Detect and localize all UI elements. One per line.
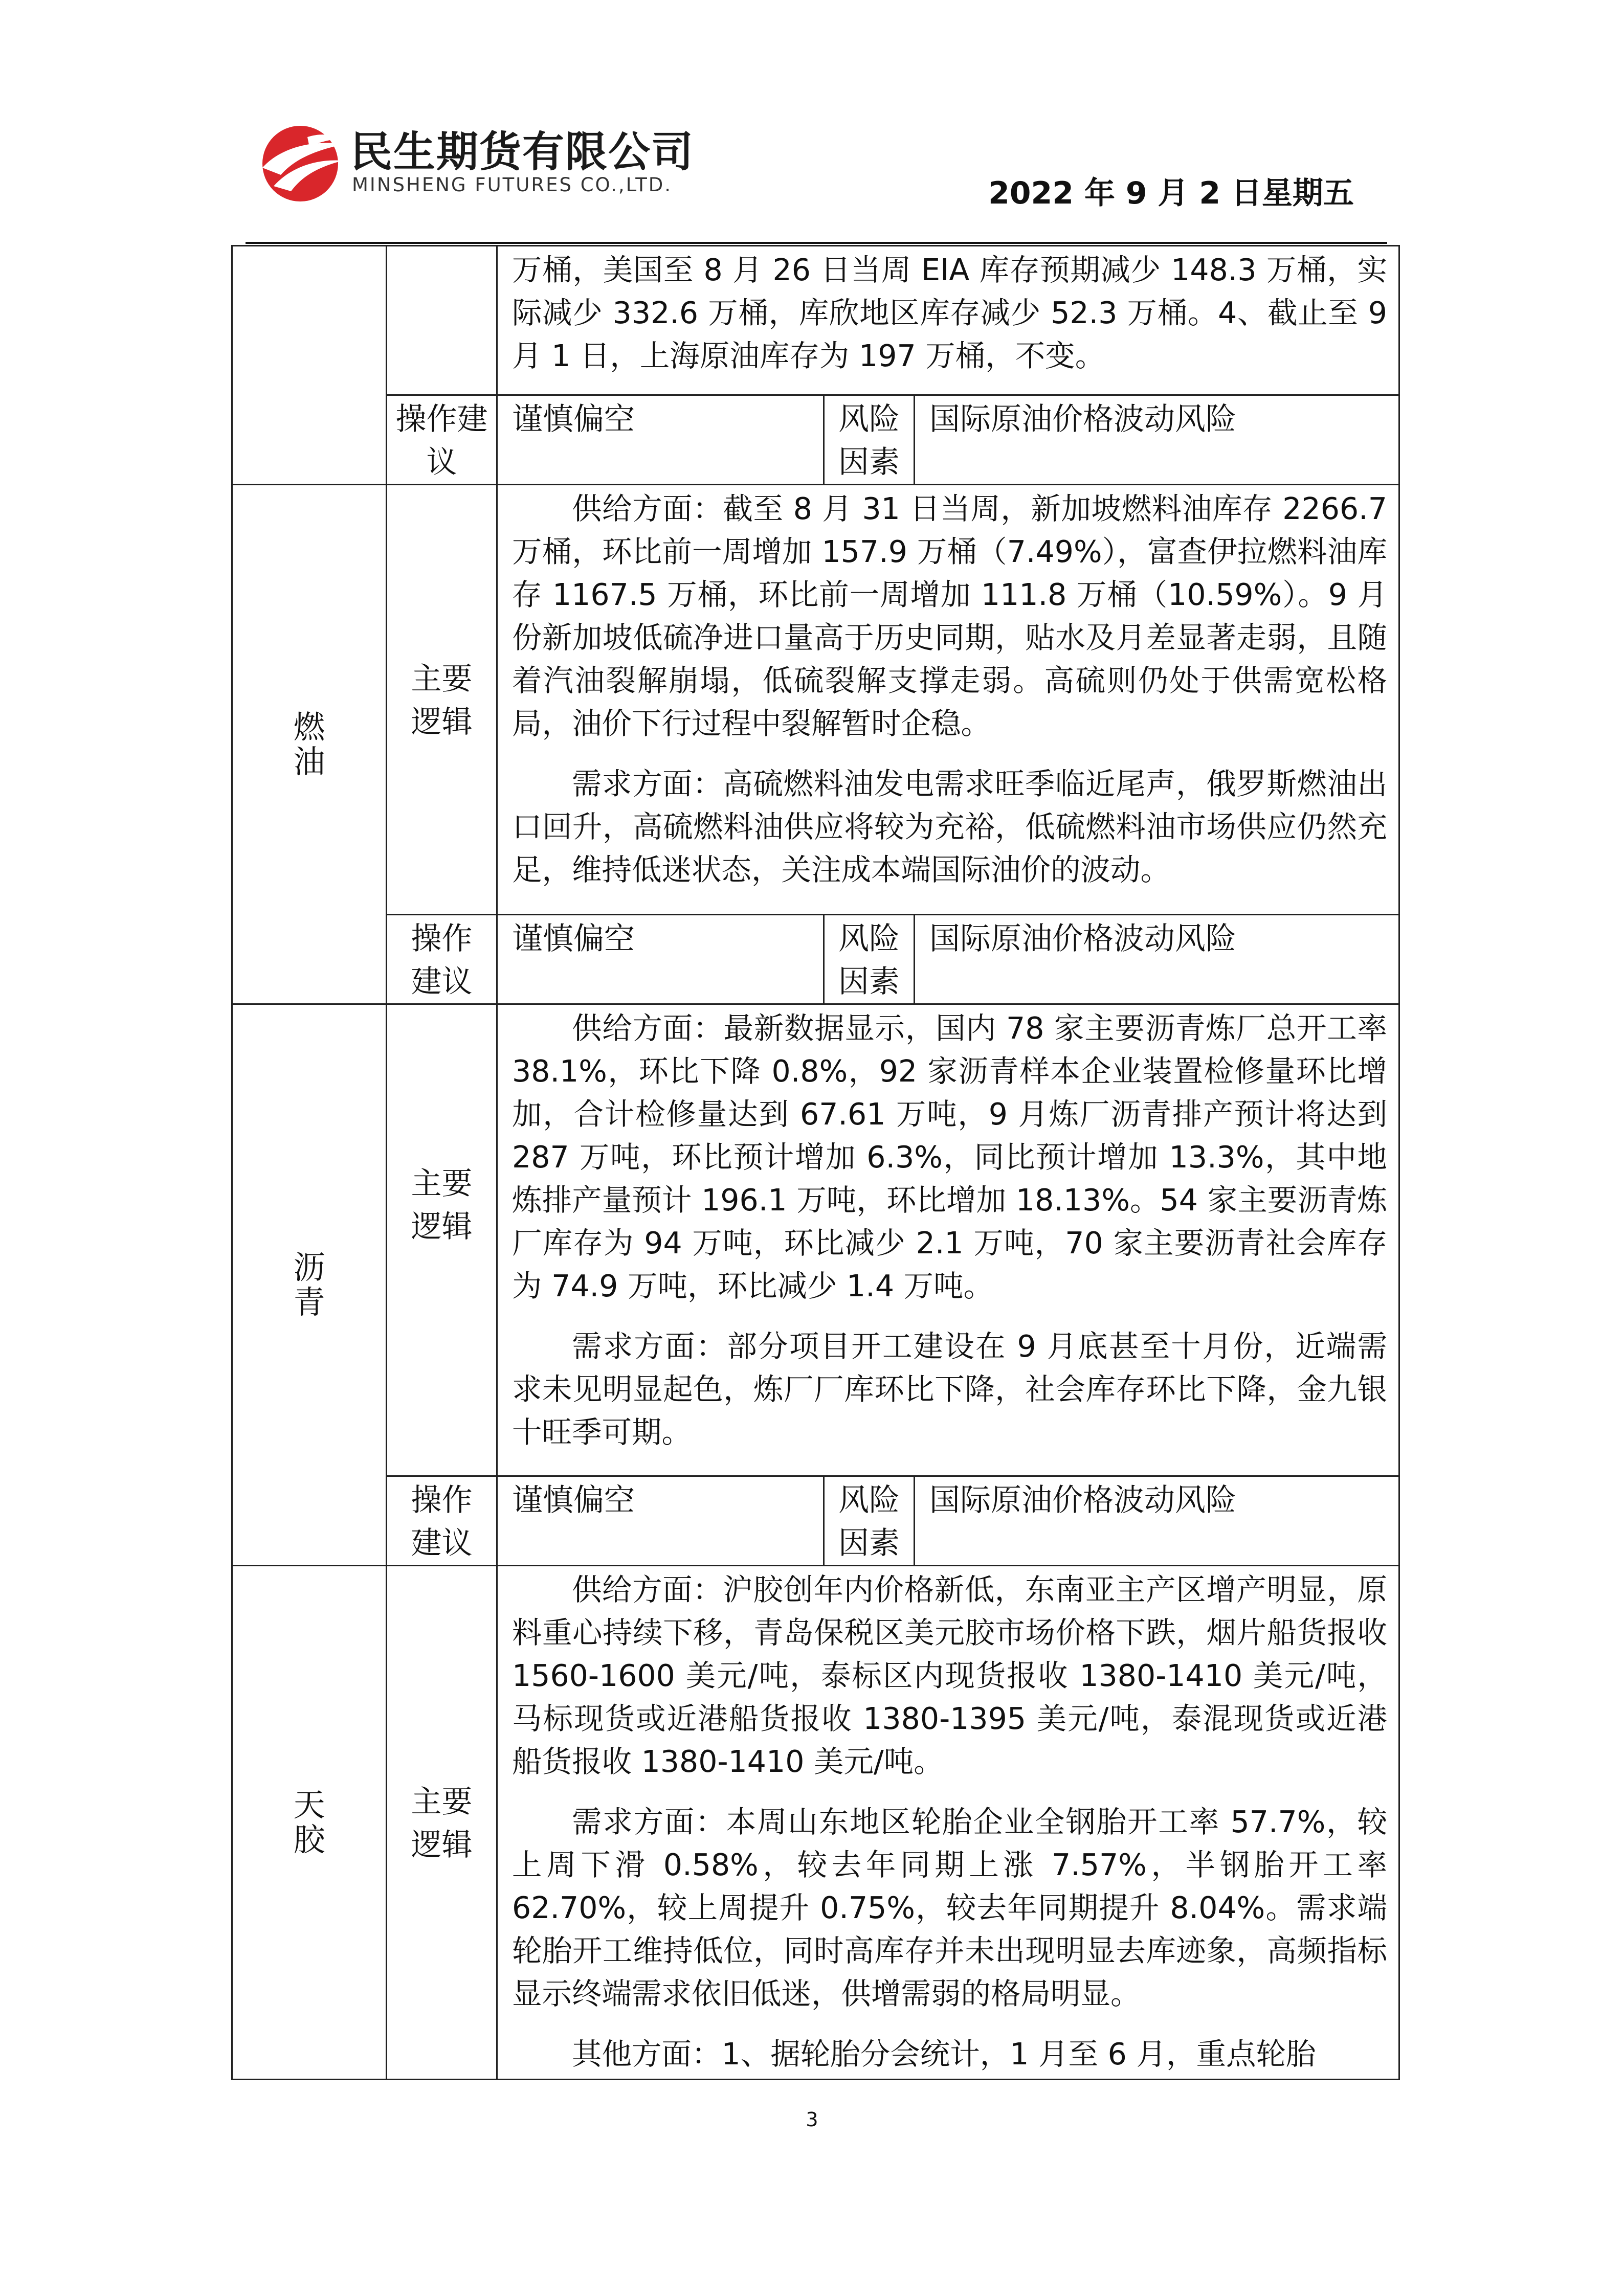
table-row (232, 915, 1399, 1004)
risk-label: 风险因素 (824, 1476, 915, 1566)
category-asphalt: 沥青 (232, 1004, 387, 1566)
risk-label: 风险因素 (824, 395, 915, 485)
crude-logic-cell (497, 246, 1399, 395)
rubber-other-text: 其他方面：1、据轮胎分会统计，1 月至 6 月，重点轮胎 (572, 2037, 1316, 2072)
asphalt-risk: 国际原油价格波动风险 (915, 1476, 1399, 1566)
table-row (232, 246, 1399, 395)
page-number: 3 (806, 2108, 818, 2131)
table-row (232, 1566, 1399, 2080)
logic-label: 主要逻辑 (387, 1566, 497, 2080)
asphalt-supply-text: 供给方面：最新数据显示，国内 78 家主要沥青炼厂总开工率 38.1%，环比下降 0.8%，92 家沥青样本企业装置检修量环比增加，合计检修量达到 67.61 万吨，9 月炼厂沥青排产预计将达到 287 万吨，环比预计增加 6.3%，同比预计增加 13.3%，其中地炼排产量预计 196.1 万吨，环比增加 18.13%。54 家主要沥青炼厂库存为 94 万吨，环比减少 2.1 万吨，70 家主要沥青社会库存为 74.9 万吨，环比减少 1.4 万吨。 (512, 1011, 1388, 1303)
advice-label: 操作建议 (387, 915, 497, 1004)
table-row (232, 1004, 1399, 1476)
rubber-demand-text: 需求方面：本周山东地区轮胎企业全钢胎开工率 57.7%，较上周下滑 0.58%，较去年同期上涨 7.57%，半钢胎开工率 62.70%，较上周提升 0.75%，较去年同期提升 8.04%。需求端轮胎开工维持低位，同时高库存并未出现明显去库迹象，高频指标显示终端需求依旧低迷，供增需弱的格局明显。 (512, 1805, 1388, 2011)
asphalt-logic-cell (497, 1004, 1399, 1476)
fuel-logic-cell (497, 485, 1399, 915)
category-fuel-oil: 燃油 (232, 485, 387, 1004)
crude-advice: 谨慎偏空 (497, 395, 824, 485)
table-row (232, 1476, 1399, 1566)
advice-label: 操作建议 (387, 1476, 497, 1566)
rubber-logic-cell (497, 1566, 1399, 2080)
report-date: 2022 年 9 月 2 日星期五 (988, 175, 1354, 211)
company-logo (258, 119, 749, 206)
fuel-risk: 国际原油价格波动风险 (915, 915, 1399, 1004)
fuel-supply-text: 供给方面：截至 8 月 31 日当周，新加坡燃料油库存 2266.7 万桶，环比前一周增加 157.9 万桶（7.49%），富查伊拉燃料油库存 1167.5 万桶，环比前一周增加 111.8 万桶（10.59%）。9 月份新加坡低硫净进口量高于历史同期，贴水及月差显著走弱，且随着汽油裂解崩塌，低硫裂解支撑走弱。高硫则仍处于供需宽松格局，油价下行过程中裂解暂时企稳。 (512, 491, 1388, 741)
label-cell-empty (387, 246, 497, 395)
minsheng-logo-icon (258, 119, 345, 206)
fuel-advice: 谨慎偏空 (497, 915, 824, 1004)
company-name-en: MINSHENG FUTURES CO.,LTD. (352, 174, 673, 196)
logic-label: 主要逻辑 (387, 1004, 497, 1476)
header-divider (246, 242, 1387, 244)
crude-logic-text: 万桶，美国至 8 月 26 日当周 EIA 库存预期减少 148.3 万桶，实际减少 332.6 万桶，库欣地区库存减少 52.3 万桶。4、截止至 9 月 1 日，上海原油库存为 197 万桶，不变。 (512, 253, 1388, 373)
fuel-demand-text: 需求方面：高硫燃料油发电需求旺季临近尾声，俄罗斯燃油出口回升，高硫燃料油供应将较为充裕，低硫燃料油市场供应仍然充足，维持低迷状态，关注成本端国际油价的波动。 (512, 767, 1388, 887)
asphalt-demand-text: 需求方面：部分项目开工建设在 9 月底甚至十月份，近端需求未见明显起色，炼厂厂库环比下降，社会库存环比下降，金九银十旺季可期。 (512, 1329, 1388, 1450)
strategy-table (231, 245, 1400, 2080)
advice-label: 操作建议 (387, 395, 497, 485)
rubber-supply-text: 供给方面：沪胶创年内价格新低，东南亚主产区增产明显，原料重心持续下移，青岛保税区美元胶市场价格下跌，烟片船货报收 1560-1600 美元/吨，泰标区内现货报收 1380-1410 美元/吨，马标现货或近港船货报收 1380-1395 美元/吨，泰混现货或近港船货报收 1380-1410 美元/吨。 (512, 1572, 1388, 1779)
asphalt-advice: 谨慎偏空 (497, 1476, 824, 1566)
table-row (232, 485, 1399, 915)
category-rubber: 天胶 (232, 1566, 387, 2080)
risk-label: 风险因素 (824, 915, 915, 1004)
company-name-cn: 民生期货有限公司 (350, 128, 695, 176)
table-row (232, 395, 1399, 485)
logic-label: 主要逻辑 (387, 485, 497, 915)
crude-risk: 国际原油价格波动风险 (915, 395, 1399, 485)
category-cell-empty (232, 246, 387, 485)
